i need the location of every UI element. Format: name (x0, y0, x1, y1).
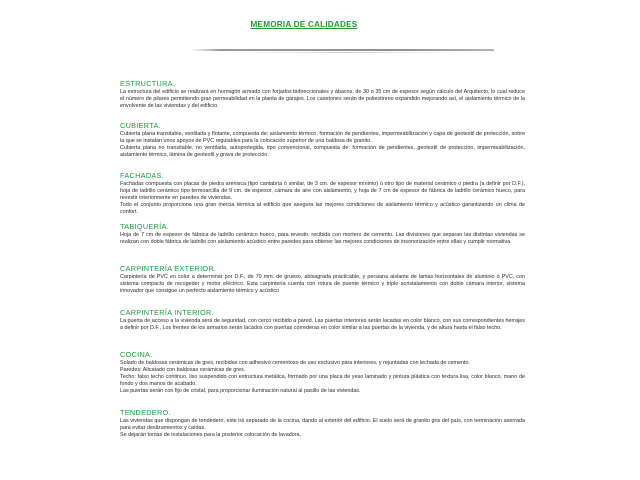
section-carpinteria-interior (120, 308, 525, 332)
section-tendedero (120, 408, 525, 439)
title-divider-shadow (220, 52, 470, 53)
section-tabiqueria (120, 222, 525, 246)
section-heading: CARPINTERÍA INTERIOR. (120, 308, 214, 317)
section-paragraph: Las viviendas que dispongan de tendedero, este irá separado de la cocina, dando al exterior del edificio. El suelo será de granito gris del país, con terminación aserrada para evitar deslizamientos y caídas. (120, 418, 525, 431)
document-title: MEMORIA DE CALIDADES (250, 20, 358, 29)
section-heading: CUBIERTA. (120, 121, 161, 130)
section-carpinteria-exterior (120, 264, 525, 295)
section-heading: TENDEDERO. (120, 408, 171, 417)
section-paragraph: Cubierta plana transitable, ventilada y flotante, compuesta de: aislamiento térmico, formación de pendientes, impermeabilización y capa de geotextil de protección, sobre la que se instalan unos apoyos de PVC regulables para la colocación superior de una baldosa de granito. (120, 131, 525, 144)
section-paragraph: Las puertas serán con fijo de cristal, para proporcionar iluminación natural al pasillo de las viviendas. (120, 387, 361, 394)
section-heading: ESTRUCTURA. (120, 79, 176, 88)
section-paragraph: Paredes: Alicatado con baldosas cerámicas de gres. (120, 366, 246, 373)
section-estructura (120, 79, 525, 110)
title-divider (190, 49, 494, 51)
section-heading: TABIQUERÍA. (120, 222, 169, 231)
section-paragraph: Techo: falso techo continuo, liso suspendido con estructura metálica, formado por una placa de yeso laminado y pintura plástica con textura lisa, color blanco, mano de fondo y dos manos de acabado. (120, 373, 525, 387)
section-paragraph: Hoja de 7 cm de espesor de fábrica de ladrillo cerámico hueco, para revestir, recibida con mortero de cemento. Las divisiones que separan las distintas viviendas se realizan con doble fábrica de ladrillo con aislamiento acústico entre paredes para obtener las mejores condiciones de insonorización entre ellas y cumplir normativa. (120, 232, 525, 245)
section-heading: FACHADAS. (120, 171, 165, 180)
section-cocina (120, 350, 525, 395)
section-paragraph: La estructura del edificio se realizará en hormigón armado con forjados bidireccionales y ábacos, de 30 o 35 cm de espesor según cálculo del Arquitecto, lo cual reduce el número de pilares permitiendo gran permeabilidad en la planta de garajes. Los casetones serán de poliestireno expandido mejorando así, el aislamiento térmico de la envolvente de las viviendas y del edificio. (120, 89, 525, 109)
section-cubierta (120, 121, 525, 159)
section-fachadas (120, 171, 525, 216)
section-paragraph: Cubierta plana no transitable, no ventilada, autoprotegida, tipo convencional, compuesta de: formación de pendientes, geotextil de protección, impermeabilización, aislamiento térmico, lámina de geotextil y grava de protección. (120, 144, 525, 158)
section-paragraph: Fachadas compuesta con placas de piedra arenisca (tipo cantabria ó similar, de 3 cm. de espesor mínimo) ú otro tipo de material cerámico o piedra (a definir por D.F.), hoja de ladrillo cerámico tipo termoarcilla de 9 cm. de espesor, cámara de aire con aislamiento, y hoja de 7 cm de espesor de fábrica de ladrillo cerámico hueco, para revestir interiormente en paredes de viviendas. (120, 181, 525, 201)
section-heading: CARPINTERÍA EXTERIOR. (120, 264, 217, 273)
section-paragraph: La puerta de acceso a la vivienda será de seguridad, con cerco recibido a pared. Las puertas interiores serán lacadas en color blanco, con sus correspondientes herrajes a definir por D.F., Los frentes de los armarios serán lacados con puertas correderas en color similar a las puertas de la vivienda, y de altura hasta el falso techo. (120, 318, 525, 331)
section-heading: COCINA. (120, 350, 153, 359)
section-paragraph: Solado de baldosas cerámicas de gres, recibidas con adhesivo cementoso de uso exclusivo para interiores, y rejuntadas con lechada de cemento. (120, 360, 470, 366)
section-paragraph: Se dejarán tomas de instalaciones para la posterior colocación de lavadora. (120, 431, 301, 438)
section-paragraph: Todo el conjunto proporciona una gran inercia térmica al edificio que asegura las mejores condiciones de aislamiento térmico y acústico garantizando un clima de confort. (120, 201, 525, 215)
section-paragraph: Carpintería de PVC en color a determinar por D.F., de 70 mm. de grueso, abisagrada practicable, y persiana aislante de lamas horizontales de aluminio ó PVC, con sistema compacto de recogeder y motor eléctrico. Esta carpintería cuenta con rotura de puente térmico y triple acristalamiento con doble cámara interior, sistema innovador que consigue un perfecto aislamiento térmico y acústico (120, 274, 525, 294)
